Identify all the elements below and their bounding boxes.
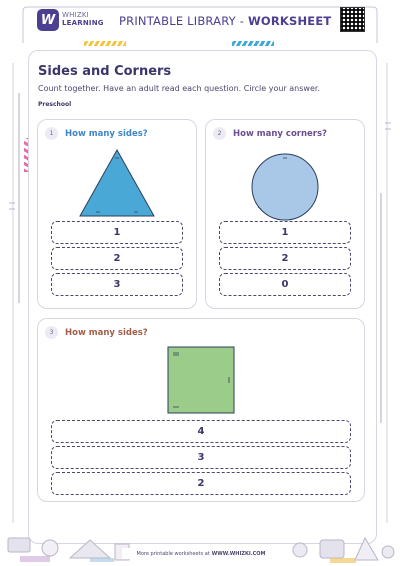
brand-line2: LEARNING: [62, 19, 104, 27]
question-header: [45, 326, 148, 339]
brand-name: [62, 11, 104, 27]
answer-option[interactable]: 3: [51, 446, 351, 469]
question-prompt: How many sides?: [65, 128, 148, 139]
answer-option[interactable]: 1: [51, 221, 183, 244]
question-header: [45, 127, 148, 140]
whizki-logo: [37, 9, 59, 31]
worksheet-title: Sides and Corners: [38, 64, 172, 79]
header-title-strong: WORKSHEET: [247, 14, 332, 28]
footer-text: More printable worksheets at: [136, 550, 210, 557]
question-header: [213, 127, 327, 140]
header-title: [119, 14, 331, 28]
question-card-3: [37, 318, 365, 502]
question-number: 2: [213, 127, 226, 140]
header-title-prefix: PRINTABLE LIBRARY -: [119, 14, 245, 28]
answer-option[interactable]: 2: [51, 247, 183, 270]
footer: [122, 548, 280, 559]
answer-option[interactable]: 3: [51, 273, 183, 296]
question-card-2: [205, 119, 365, 309]
qr-code-icon: [340, 7, 365, 32]
circle-icon: [250, 152, 320, 222]
question-prompt: How many sides?: [65, 327, 148, 338]
question-card-1: [37, 119, 197, 309]
answer-option[interactable]: 0: [219, 273, 351, 296]
footer-site-link[interactable]: WWW.WHIZKI.COM: [211, 550, 266, 557]
decor-stripe-yellow: [84, 41, 126, 46]
logo-letter: W: [40, 12, 56, 28]
square-icon: [167, 345, 235, 415]
question-number: 1: [45, 127, 58, 140]
decor-stripe-blue: [232, 41, 274, 46]
question-prompt: How many corners?: [233, 128, 327, 139]
answer-option[interactable]: 2: [51, 472, 351, 495]
worksheet-level: Preschool: [38, 101, 72, 108]
triangle-icon: [78, 148, 156, 220]
answer-option[interactable]: 2: [219, 247, 351, 270]
answer-option[interactable]: 1: [219, 221, 351, 244]
worksheet-instructions: Count together. Have an adult read each question. Circle your answer.: [38, 84, 320, 93]
answer-option[interactable]: 4: [51, 420, 351, 443]
brand-line1: WHIZKI: [62, 11, 89, 19]
question-number: 3: [45, 326, 58, 339]
